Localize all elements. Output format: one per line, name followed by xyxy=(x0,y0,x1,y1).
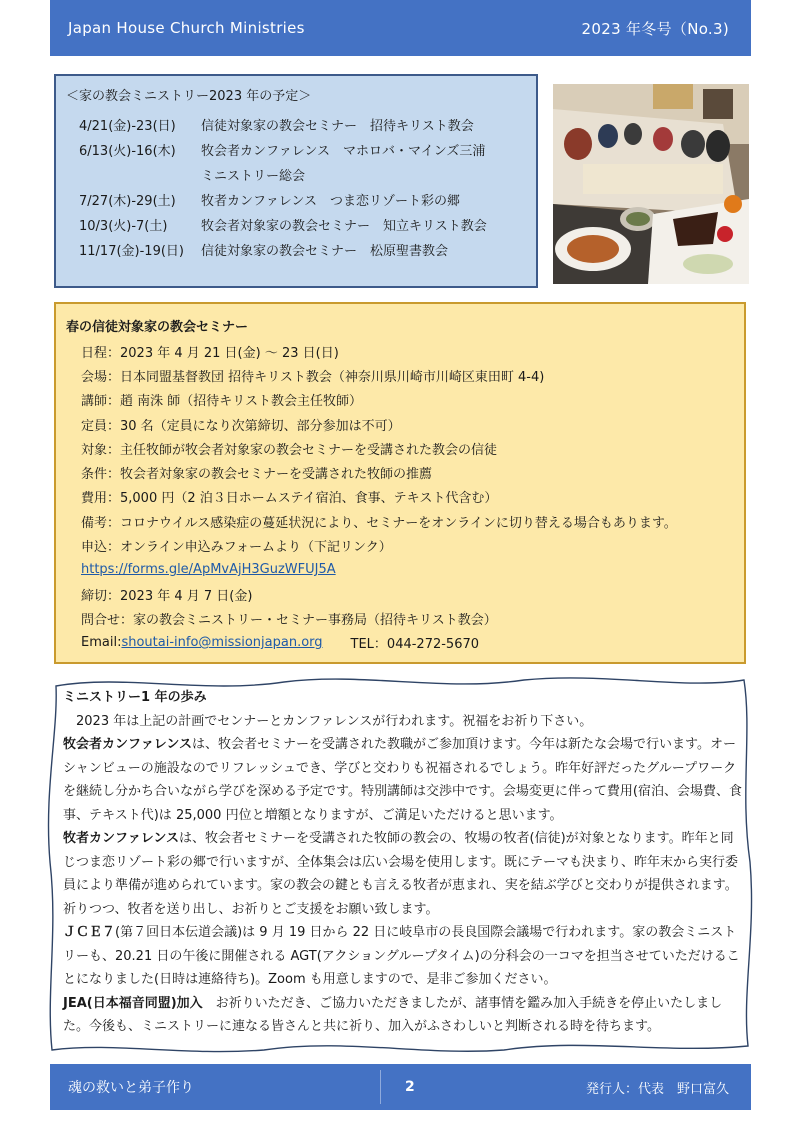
footer-publisher: 発行人：代表 野口富久 xyxy=(585,1081,729,1097)
schedule-event: 牧者カンファレンス つま恋リゾート彩の郷 xyxy=(201,194,461,209)
application-form-link[interactable]: https://forms.gle/ApMvAjH3GuzWFUJ5A xyxy=(81,562,336,578)
schedule-row xyxy=(66,237,526,262)
seminar-deadline: 締切：2023 年 4 月 7 日(金) xyxy=(81,588,253,604)
seminar-email-row xyxy=(66,631,734,655)
tel-number: TEL：044-272-5670 xyxy=(350,637,480,653)
footer-motto: 魂の救いと弟子作り xyxy=(68,1080,194,1096)
schedule-box xyxy=(54,74,538,288)
schedule-event: 牧会者カンファレンス マホロバ・マインズ三浦 xyxy=(201,144,486,159)
schedule-row xyxy=(66,187,526,212)
schedule-date: 11/17(金)-19(日) xyxy=(79,244,184,259)
seminar-lecturer: 講師：趙 南洙 師（招待キリスト教会主任牧師） xyxy=(81,394,363,410)
ministry-paragraph-jce7 xyxy=(63,921,743,992)
seminar-capacity: 定員：30 名（定員になり次第締切、部分参加は不可） xyxy=(81,418,401,434)
schedule-row xyxy=(66,112,526,137)
page-number: 2 xyxy=(405,1079,415,1095)
ministry-paragraph-jea xyxy=(63,992,743,1039)
paragraph-body: は、牧会者セミナーを受講された牧師の教会の、牧場の牧者(信徒)が対象となります。昨年と同じつま恋リゾート彩の郷で行いますが、全体集会は広い会場を使用します。既にテーマも決まり、昨年末から実行委員により準備が進められています。家の教会の鍵とも言える牧者が恵まれ、実を結ぶ学びと交わりが提供されます。祈りつつ、牧者を送り出し、お祈りとご支援をお願い致します。 xyxy=(63,831,738,917)
org-name: Japan House Church Ministries xyxy=(68,19,305,37)
footer-divider xyxy=(380,1070,381,1104)
ministry-intro: 2023 年は上記の計画でセンナーとカンファレンスが行われます。祝福をお祈り下さい。 xyxy=(63,713,593,729)
schedule-event: 信徒対象家の教会セミナー 招待キリスト教会 xyxy=(201,119,474,134)
ministry-paragraph-shepherd-conference xyxy=(63,827,743,921)
schedule-event: ミニストリー総会 xyxy=(201,169,306,184)
schedule-row xyxy=(66,137,526,162)
schedule-row xyxy=(66,212,526,237)
paragraph-heading: JEA(日本福音同盟)加入 xyxy=(63,995,203,1011)
paragraph-heading: ＪＣＥ７ xyxy=(63,925,116,940)
seminar-application: 申込：オンライン申込みフォームより（下記リンク） xyxy=(81,540,392,556)
email-label: Email: xyxy=(81,635,122,651)
ministry-section xyxy=(63,686,743,1039)
page-header xyxy=(50,0,751,56)
paragraph-heading: 牧会者カンファレンス xyxy=(63,737,193,752)
seminar-link-row xyxy=(66,558,734,582)
schedule-event: 牧会者対象家の教会セミナー 知立キリスト教会 xyxy=(201,219,487,234)
seminar-target: 対象：主任牧師が牧会者対象家の教会セミナーを受講された教会の信徒 xyxy=(81,442,498,458)
email-link[interactable]: shoutai-info@missionjapan.org xyxy=(121,635,323,651)
paragraph-body: は、牧会者セミナーを受講された教職がご参加頂けます。今年は新たな会場で行います。オーシャンビューの施設なのでリフレッシュでき、学びと交わりも祝福されるでしょう。昨年好評だったグループワークを継続し分かち合いながら学びを深める予定です。特別講師は交渉中です。会場変更に伴って費用(宿泊、会場費、食事、テキスト代)は 25,000 円位と増額となりますが、ご満足いただけると思います。 xyxy=(63,737,742,823)
gathering-photo xyxy=(553,84,749,284)
paragraph-body: お祈りいただき、ご協力いただきましたが、諸事情を鑑み加入手続きを停止いたしました。今後も、ミニストリーに連なる皆さんと共に祈り、加入がふさわしいと判断される時を待ちます。 xyxy=(63,995,723,1034)
seminar-title: 春の信徒対象家の教会セミナー xyxy=(66,320,249,335)
schedule-event: 信徒対象家の教会セミナー 松原聖書教会 xyxy=(201,244,449,259)
seminar-box xyxy=(54,302,746,664)
ministry-paragraph-pastor-conference xyxy=(63,733,743,827)
paragraph-heading: 牧者カンファレンス xyxy=(63,831,180,846)
schedule-row xyxy=(66,162,526,187)
issue-label: 2023 年冬号（No.3) xyxy=(581,19,729,38)
seminar-schedule: 日程：2023 年 4 月 21 日(金) 〜 23 日(日) xyxy=(81,345,339,361)
seminar-note: 備考：コロナウイルス感染症の蔓延状況により、セミナーをオンラインに切り替える場合もあります。 xyxy=(81,515,677,531)
seminar-contact: 問合せ：家の教会ミニストリー・セミナー事務局（招待キリスト教会） xyxy=(81,612,497,628)
schedule-date: 4/21(金)-23(日) xyxy=(79,119,176,134)
seminar-fee: 費用：5,000 円（2 泊３日ホームステイ宿泊、食事、テキスト代含む） xyxy=(81,491,498,507)
schedule-title: ＜家の教会ミニストリー2023 年の予定＞ xyxy=(66,89,312,104)
paragraph-body: (第７回日本伝道会議)は 9 月 19 日から 22 日に岐阜市の長良国際会議場で行われます。家の教会ミニストリーも、20.21 日の午後に開催される AGT(アクショングループタイム)の分科会の一コマを担当させていただけることになりました(日時は連絡待ち)。Zoom も用意しますので、是非ご参加ください。 xyxy=(63,925,740,987)
schedule-date: 6/13(火)-16(木) xyxy=(79,144,176,159)
schedule-date: 10/3(火)-7(土) xyxy=(79,219,168,234)
ministry-title: ミニストリー1 年の歩み xyxy=(63,690,207,705)
seminar-condition: 条件：牧会者対象家の教会セミナーを受講された牧師の推薦 xyxy=(81,467,433,483)
page-footer xyxy=(50,1064,751,1110)
schedule-date: 7/27(木)-29(土) xyxy=(79,194,176,209)
photo-collage-illustration xyxy=(553,84,749,284)
seminar-venue: 会場：日本同盟基督教団 招待キリスト教会（神奈川県川崎市川崎区東田町 4-4) xyxy=(81,369,545,385)
